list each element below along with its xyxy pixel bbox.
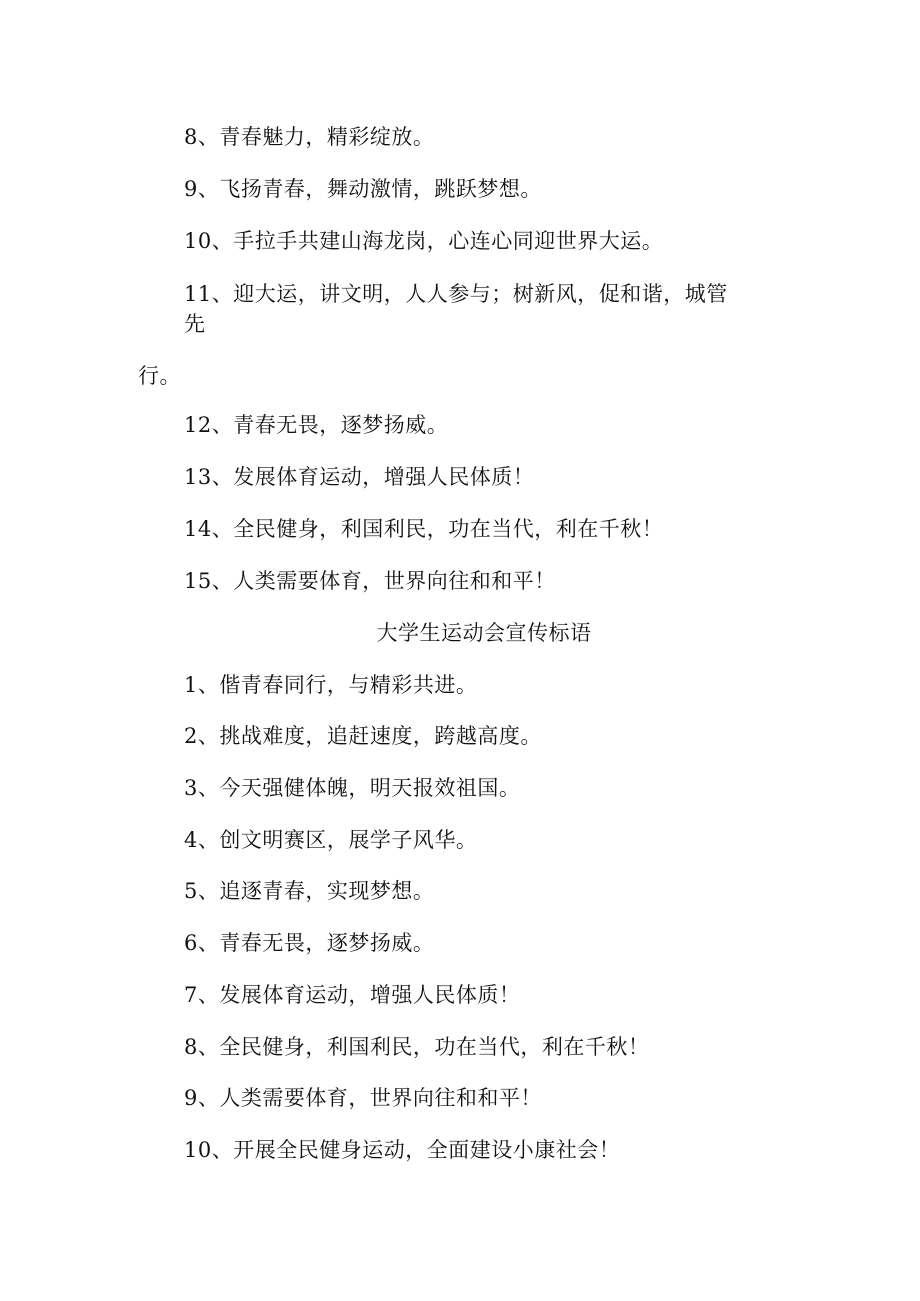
- slogan-line: 8、青春魅力，精彩绽放。: [184, 125, 435, 149]
- slogan-line: 12、青春无畏，逐梦扬威。: [184, 413, 449, 437]
- section-heading: 大学生运动会宣传标语: [376, 621, 592, 645]
- slogan-line: 10、手拉手共建山海龙岗，心连心同迎世界大运。: [184, 229, 664, 253]
- slogan-line: 3、今天强健体魄，明天报效祖国。: [184, 776, 521, 800]
- slogan-line: 14、全民健身，利国利民，功在当代，利在千秋！: [184, 517, 664, 541]
- slogan-line: 2、挑战难度，追赶速度，跨越高度。: [184, 724, 542, 748]
- slogan-line: 15、人类需要体育，世界向往和和平！: [184, 569, 556, 593]
- slogan-line: 8、全民健身，利国利民，功在当代，利在千秋！: [184, 1035, 650, 1059]
- slogan-line: 1、偕青春同行，与精彩共进。: [184, 673, 478, 697]
- slogan-line: 13、发展体育运动，增强人民体质！: [184, 465, 535, 489]
- slogan-line: 10、开展全民健身运动，全面建设小康社会！: [184, 1138, 621, 1162]
- slogan-line: 9、飞扬青春，舞动激情，跳跃梦想。: [184, 177, 542, 201]
- slogan-line: 4、创文明赛区，展学子风华。: [184, 828, 478, 852]
- slogan-line: 11、迎大运，讲文明，人人参与；树新风，促和谐，城管: [184, 282, 728, 306]
- slogan-line-continuation: 行。: [138, 364, 181, 388]
- slogan-line: 9、人类需要体育，世界向往和和平！: [184, 1086, 542, 1110]
- slogan-line-continuation: 先: [184, 312, 206, 336]
- slogan-line: 5、追逐青春，实现梦想。: [184, 879, 435, 903]
- slogan-line: 6、青春无畏，逐梦扬威。: [184, 931, 435, 955]
- slogan-line: 7、发展体育运动，增强人民体质！: [184, 983, 521, 1007]
